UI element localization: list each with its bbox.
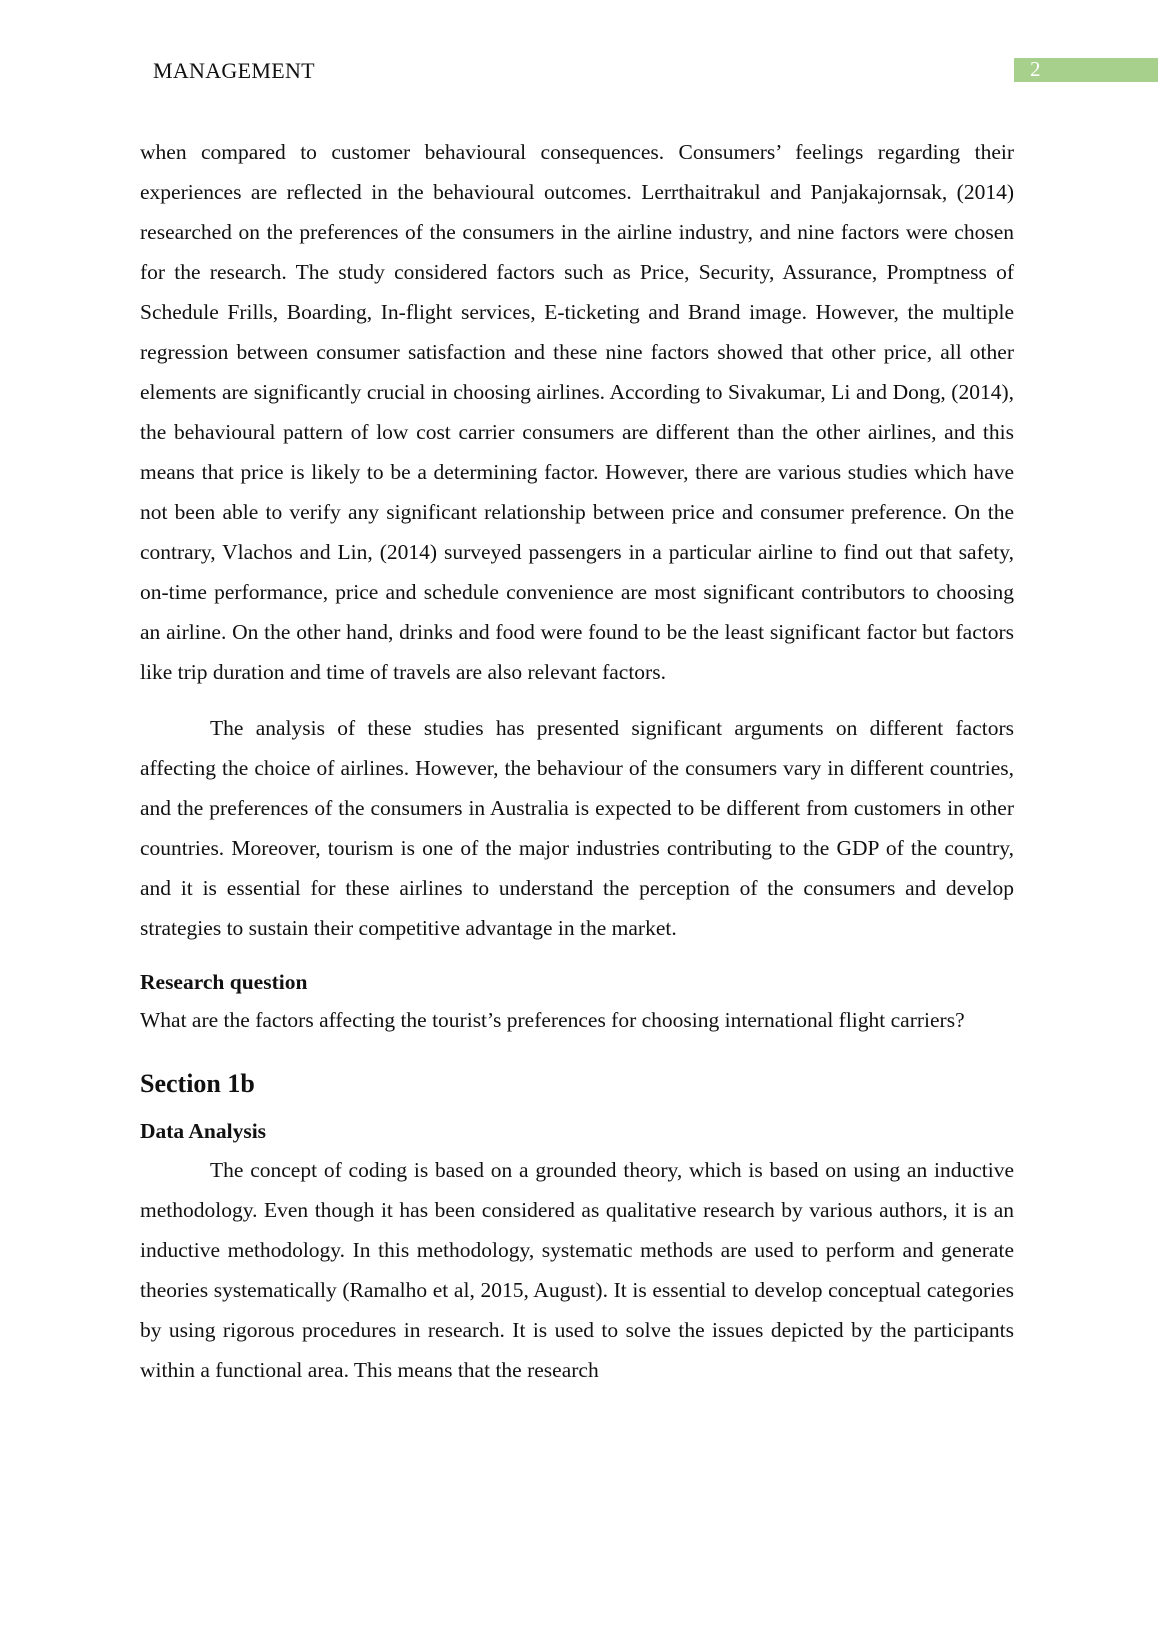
data-analysis-heading: Data Analysis	[140, 1119, 267, 1143]
body-paragraph-2: The analysis of these studies has presented significant arguments on different factors affecting the choice of airlines. However, the behaviour of the consumers vary in different countries, and the preferences of the consumers in Australia is expected to be different from customers in other countries. Moreover, tourism is one of the major industries contributing to the GDP of the country, and it is essential for these airlines to understand the perception of the consumers and develop strategies to sustain their competitive advantage in the market.	[140, 716, 1014, 940]
section-heading: Section 1b	[140, 1069, 255, 1098]
page-number-badge	[1014, 58, 1158, 82]
body-paragraph-1: when compared to customer behavioural consequences. Consumers’ feelings regarding their experiences are reflected in the behavioural outcomes. Lerrthaitrakul and Panjakajornsak, (2014) researched on the preferences of the consumers in the airline industry, and nine factors were chosen for the research. The study considered factors such as Price, Security, Assurance, Promptness of Schedule Frills, Boarding, In-flight services, E-ticketing and Brand image. However, the multiple regression between consumer satisfaction and these nine factors showed that other price, all other elements are significantly crucial in choosing airlines. According to Sivakumar, Li and Dong, (2014), the behavioural pattern of low cost carrier consumers are different than the other airlines, and this means that price is likely to be a determining factor. However, there are various studies which have not been able to verify any significant relationship between price and consumer preference. On the contrary, Vlachos and Lin, (2014) surveyed passengers in a particular airline to find out that safety, on-time performance, price and schedule convenience are most significant contributors to choosing an airline. On the other hand, drinks and food were found to be the least significant factor but factors like trip duration and time of travels are also relevant factors.	[140, 140, 1014, 684]
running-header-title: MANAGEMENT	[153, 58, 315, 83]
research-question-text: What are the factors affecting the tourist’s preferences for choosing international flight carriers?	[140, 1008, 965, 1032]
page-number: 2	[1030, 57, 1041, 81]
research-question-heading: Research question	[140, 970, 308, 994]
document-body	[140, 132, 1014, 1390]
body-paragraph-3: The concept of coding is based on a grounded theory, which is based on using an inductive methodology. Even though it has been considered as qualitative research by various authors, it is an inductive methodology. In this methodology, systematic methods are used to perform and generate theories systematically (Ramalho et al, 2015, August). It is essential to develop conceptual categories by using rigorous procedures in research. It is used to solve the issues depicted by the participants within a functional area. This means that the research	[140, 1158, 1014, 1382]
